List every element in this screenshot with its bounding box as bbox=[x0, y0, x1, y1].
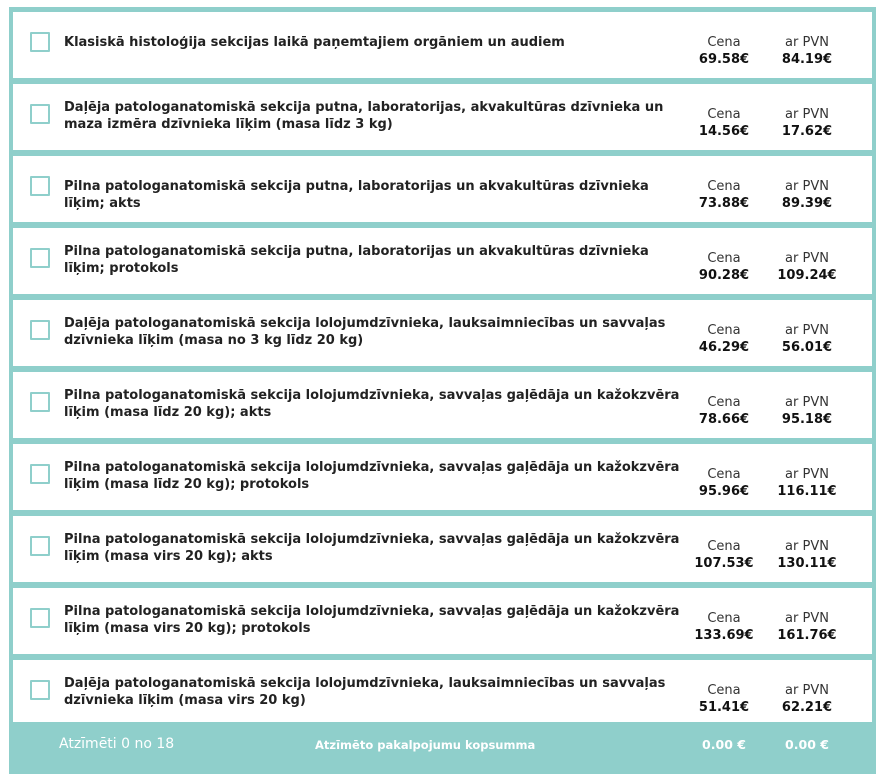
total-price-vat: 0.00 € bbox=[785, 737, 829, 752]
price-column bbox=[689, 106, 759, 140]
service-row[interactable] bbox=[13, 588, 872, 654]
services-price-list bbox=[9, 7, 876, 774]
price-label: Cena bbox=[707, 323, 741, 338]
service-checkbox[interactable] bbox=[30, 104, 50, 124]
service-checkbox[interactable] bbox=[30, 392, 50, 412]
price-column bbox=[689, 178, 759, 212]
price-column bbox=[689, 34, 759, 68]
vat-column bbox=[772, 106, 842, 140]
vat-label: ar PVN bbox=[785, 179, 829, 194]
service-checkbox[interactable] bbox=[30, 248, 50, 268]
service-title: Pilna patologanatomiskā sekcija lolojumdzīvnieka, savvaļas gaļēdāja un kažokzvēra līķim (masa līdz 20 kg); protokols bbox=[64, 460, 680, 492]
vat-column bbox=[772, 610, 842, 644]
service-row[interactable] bbox=[13, 300, 872, 366]
price-label: Cena bbox=[707, 395, 741, 410]
vat-label: ar PVN bbox=[785, 251, 829, 266]
price-label: Cena bbox=[707, 683, 741, 698]
service-row[interactable] bbox=[13, 516, 872, 582]
vat-column bbox=[772, 682, 842, 716]
price-value: 90.28€ bbox=[698, 268, 750, 283]
service-title: Daļēja patologanatomiskā sekcija putna, laboratorijas, akvakultūras dzīvnieka un maza izmēra dzīvnieka līķim (masa līdz 3 kg) bbox=[64, 100, 664, 132]
service-title: Klasiskā histoloģija sekcijas laikā paņemtajiem orgāniem un audiem bbox=[64, 35, 565, 50]
service-title: Pilna patologanatomiskā sekcija putna, laboratorijas un akvakultūras dzīvnieka līķim; protokols bbox=[64, 244, 649, 276]
vat-column bbox=[772, 178, 842, 212]
price-column bbox=[689, 682, 759, 716]
price-vat-value: 62.21€ bbox=[781, 700, 833, 715]
service-checkbox[interactable] bbox=[30, 32, 50, 52]
service-checkbox[interactable] bbox=[30, 680, 50, 700]
vat-column bbox=[772, 394, 842, 428]
price-vat-value: 130.11€ bbox=[777, 556, 837, 571]
price-vat-value: 161.76€ bbox=[777, 628, 837, 643]
service-row[interactable] bbox=[13, 372, 872, 438]
price-value: 78.66€ bbox=[698, 412, 750, 427]
price-column bbox=[689, 610, 759, 644]
price-vat-value: 109.24€ bbox=[777, 268, 837, 283]
service-row[interactable] bbox=[13, 84, 872, 150]
price-vat-value: 56.01€ bbox=[781, 340, 833, 355]
price-vat-value: 116.11€ bbox=[777, 484, 837, 499]
service-checkbox[interactable] bbox=[30, 536, 50, 556]
service-row[interactable] bbox=[13, 660, 872, 726]
service-title: Pilna patologanatomiskā sekcija putna, laboratorijas un akvakultūras dzīvnieka līķim; akts bbox=[64, 179, 649, 211]
vat-label: ar PVN bbox=[785, 323, 829, 338]
total-price: 0.00 € bbox=[702, 737, 746, 752]
price-column bbox=[689, 394, 759, 428]
vat-label: ar PVN bbox=[785, 395, 829, 410]
vat-label: ar PVN bbox=[785, 539, 829, 554]
price-value: 133.69€ bbox=[694, 628, 754, 643]
selected-count: Atzīmēti 0 no 18 bbox=[59, 736, 175, 752]
price-value: 73.88€ bbox=[698, 196, 750, 211]
price-vat-value: 95.18€ bbox=[781, 412, 833, 427]
service-row[interactable] bbox=[13, 156, 872, 222]
service-title: Daļēja patologanatomiskā sekcija lolojumdzīvnieka, lauksaimniecības un savvaļas dzīvnieka līķim (masa no 3 kg līdz 20 kg) bbox=[64, 316, 666, 348]
service-checkbox[interactable] bbox=[30, 320, 50, 340]
service-checkbox[interactable] bbox=[30, 464, 50, 484]
service-title: Pilna patologanatomiskā sekcija lolojumdzīvnieka, savvaļas gaļēdāja un kažokzvēra līķim (masa līdz 20 kg); akts bbox=[64, 388, 680, 420]
vat-label: ar PVN bbox=[785, 35, 829, 50]
service-checkbox[interactable] bbox=[30, 608, 50, 628]
price-label: Cena bbox=[707, 539, 741, 554]
service-title: Pilna patologanatomiskā sekcija lolojumdzīvnieka, savvaļas gaļēdāja un kažokzvēra līķim (masa virs 20 kg); protokols bbox=[64, 604, 680, 636]
price-vat-value: 84.19€ bbox=[781, 52, 833, 67]
price-column bbox=[689, 538, 759, 572]
sum-label: Atzīmēto pakalpojumu kopsumma bbox=[315, 738, 536, 752]
service-title: Pilna patologanatomiskā sekcija lolojumdzīvnieka, savvaļas gaļēdāja un kažokzvēra līķim (masa virs 20 kg); akts bbox=[64, 532, 680, 564]
price-label: Cena bbox=[707, 467, 741, 482]
price-label: Cena bbox=[707, 251, 741, 266]
price-value: 107.53€ bbox=[694, 556, 754, 571]
price-value: 51.41€ bbox=[698, 700, 750, 715]
price-value: 69.58€ bbox=[698, 52, 750, 67]
price-vat-value: 89.39€ bbox=[781, 196, 833, 211]
price-column bbox=[689, 322, 759, 356]
price-label: Cena bbox=[707, 107, 741, 122]
service-list bbox=[13, 12, 872, 732]
price-label: Cena bbox=[707, 611, 741, 626]
vat-column bbox=[772, 250, 842, 284]
price-vat-value: 17.62€ bbox=[781, 124, 833, 139]
summary-footer bbox=[13, 722, 872, 769]
service-row[interactable] bbox=[13, 444, 872, 510]
vat-column bbox=[772, 322, 842, 356]
vat-column bbox=[772, 466, 842, 500]
service-row[interactable] bbox=[13, 12, 872, 78]
service-title: Daļēja patologanatomiskā sekcija lolojumdzīvnieka, lauksaimniecības un savvaļas dzīvnieka līķim (masa virs 20 kg) bbox=[64, 676, 666, 708]
vat-label: ar PVN bbox=[785, 107, 829, 122]
price-label: Cena bbox=[707, 35, 741, 50]
price-column bbox=[689, 466, 759, 500]
vat-label: ar PVN bbox=[785, 611, 829, 626]
price-value: 46.29€ bbox=[698, 340, 750, 355]
vat-label: ar PVN bbox=[785, 683, 829, 698]
vat-label: ar PVN bbox=[785, 467, 829, 482]
price-value: 14.56€ bbox=[698, 124, 750, 139]
service-row[interactable] bbox=[13, 228, 872, 294]
price-column bbox=[689, 250, 759, 284]
vat-column bbox=[772, 538, 842, 572]
service-checkbox[interactable] bbox=[30, 176, 50, 196]
price-value: 95.96€ bbox=[698, 484, 750, 499]
price-label: Cena bbox=[707, 179, 741, 194]
vat-column bbox=[772, 34, 842, 68]
